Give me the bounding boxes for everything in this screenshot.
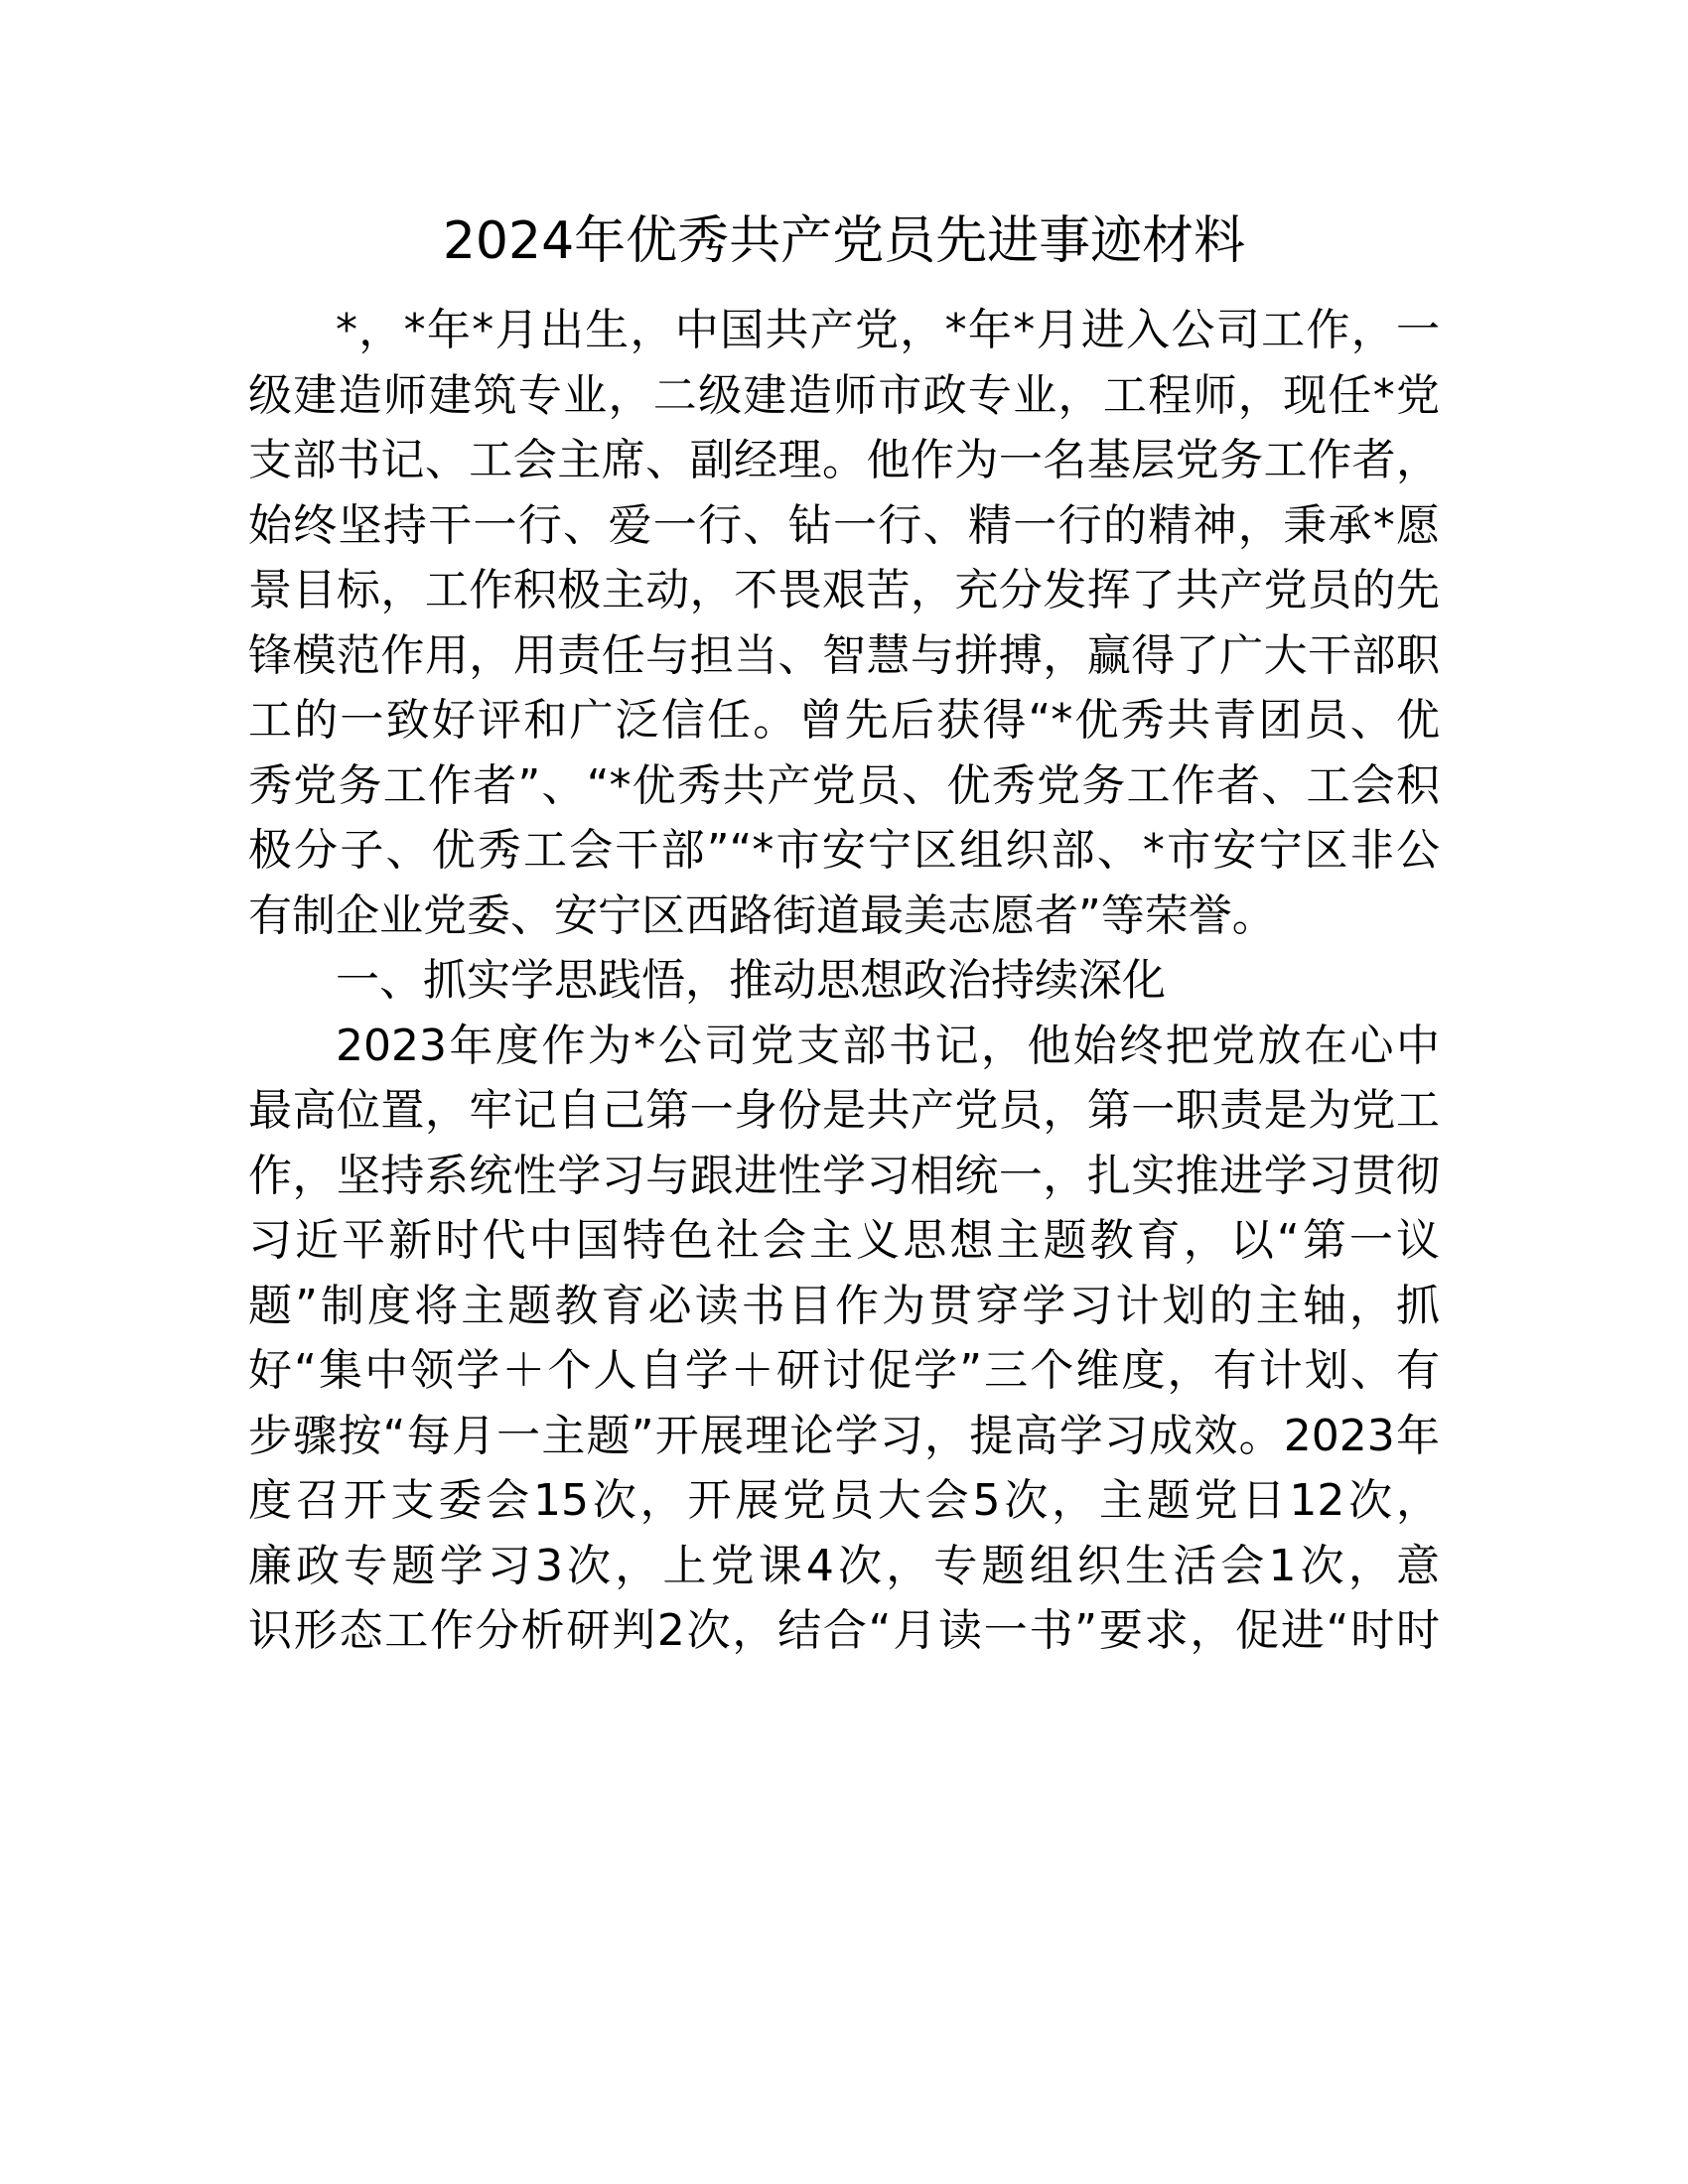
text-line: 支部书记、工会主席、副经理。他作为一名基层党务工作者， <box>248 435 1440 485</box>
text-line: 有制企业党委、安宁区西路街道最美志愿者”等荣誉。 <box>248 889 1276 941</box>
document-body <box>248 298 1440 1664</box>
text-line: 题”制度将主题教育必读书目作为贯穿学习计划的主轴，抓 <box>248 1280 1440 1331</box>
text-line: 识形态工作分析研判2次，结合“月读一书”要求，促进“时时 <box>248 1605 1440 1656</box>
document-title: 2024年优秀共产党员先进事迹材料 <box>442 211 1246 271</box>
text-line: 锋模范作用，用责任与担当、智慧与拼搏，赢得了广大干部职 <box>248 629 1440 681</box>
section-heading-text: 一、抓实学思践悟，推动思想政治持续深化 <box>336 955 1166 1006</box>
text-line: 2023年度作为*公司党支部书记，他始终把党放在心中 <box>336 1020 1440 1071</box>
text-line: 始终坚持干一行、爱一行、钻一行、精一行的精神，秉承*愿 <box>248 499 1440 551</box>
text-line: *，*年*月出生，中国共产党，*年*月进入公司工作，一 <box>336 305 1440 355</box>
text-line: 景目标，工作积极主动，不畏艰苦，充分发挥了共产党员的先 <box>248 565 1440 615</box>
text-line: 秀党务工作者”、“*优秀共产党员、优秀党务工作者、工会积 <box>248 759 1440 811</box>
text-line: 极分子、优秀工会干部”“*市安宁区组织部、*市安宁区非公 <box>248 825 1440 876</box>
section-heading <box>248 948 1440 1014</box>
text-line: 级建造师建筑专业，二级建造师市政专业，工程师，现任*党 <box>248 369 1440 421</box>
text-line: 工的一致好评和广泛信任。曾先后获得“*优秀共青团员、优 <box>248 695 1440 746</box>
text-line: 好“集中领学＋个人自学＋研讨促学”三个维度，有计划、有 <box>248 1345 1440 1396</box>
paragraph-section-1 <box>248 1014 1440 1664</box>
text-line: 习近平新时代中国特色社会主义思想主题教育，以“第一议 <box>248 1215 1440 1266</box>
text-line: 廉政专题学习3次，上党课4次，专题组织生活会1次，意 <box>248 1540 1440 1591</box>
text-line: 步骤按“每月一主题”开展理论学习，提高学习成效。2023年 <box>248 1410 1440 1461</box>
text-line: 作，坚持系统性学习与跟进性学习相统一，扎实推进学习贯彻 <box>248 1150 1440 1201</box>
text-line: 度召开支委会15次，开展党员大会5次，主题党日12次， <box>248 1475 1440 1526</box>
text-line: 最高位置，牢记自己第一身份是共产党员，第一职责是为党工 <box>248 1085 1440 1136</box>
paragraph-intro <box>248 298 1440 948</box>
